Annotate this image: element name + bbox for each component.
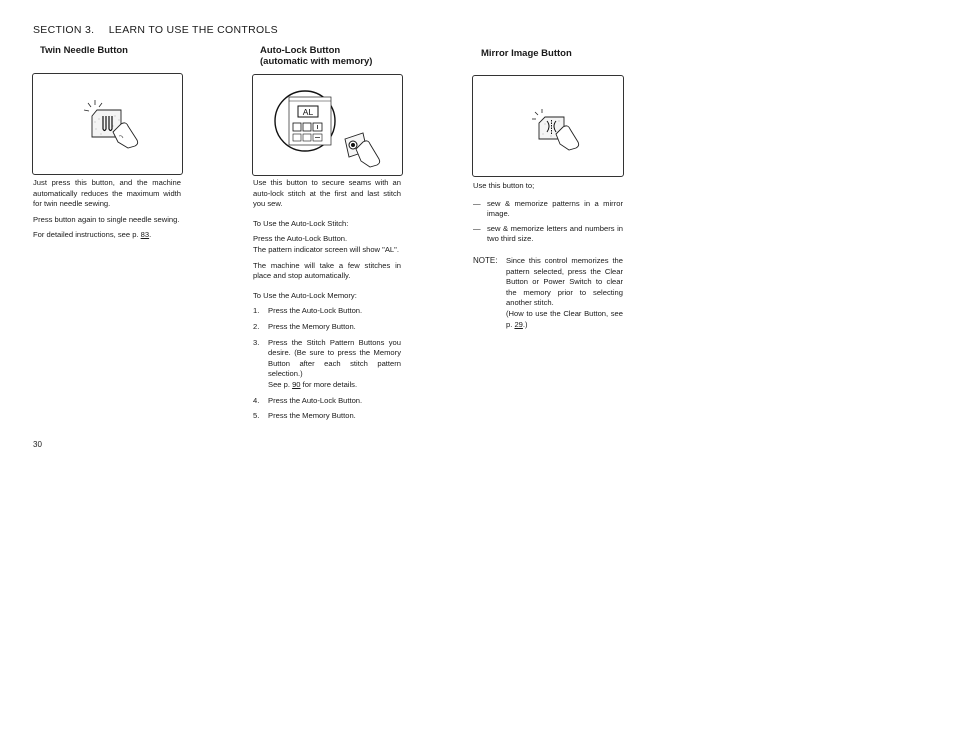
- mirror-image-illustration: [472, 75, 624, 177]
- note-content: [506, 256, 623, 330]
- mirror-image-button-icon: [473, 76, 623, 176]
- step-text: Press the Auto-Lock Button.: [268, 306, 363, 316]
- page-reference-90: 90: [292, 379, 301, 389]
- auto-lock-paragraph-3: The machine will take a few stitches in place and stop automatically.: [253, 260, 401, 281]
- page-number: 30: [33, 440, 42, 449]
- auto-lock-paragraph-1: Use this button to secure seams with an auto-lock stitch at the first and last stitch you sew.: [253, 178, 401, 209]
- step-text: Press the Memory Button.: [268, 321, 356, 331]
- twin-needle-paragraph-3: [33, 230, 181, 241]
- mirror-item-text: sew & memorize letters and numbers in two third size.: [487, 223, 623, 244]
- step-3-text: Press the Stitch Pattern Buttons you desire. (Be sure to press the Memory Button after each stitch pattern selection.): [268, 337, 401, 379]
- page-reference-83: 83: [140, 230, 150, 240]
- note-label: NOTE:: [473, 255, 498, 265]
- see-page-label: For detailed instructions, see p.: [33, 230, 141, 240]
- step-number: 5.: [253, 411, 260, 421]
- auto-lock-title: [260, 45, 372, 67]
- note-how-label: (How to use the Clear Button, see p.: [506, 308, 623, 329]
- list-item: [253, 396, 401, 407]
- twin-needle-paragraph-1: Just press this button, and the machine automatically reduces the maximum width for twin needle sewing.: [33, 178, 181, 209]
- mirror-image-text: [473, 181, 623, 330]
- auto-lock-title-line-2: (automatic with memory): [260, 56, 373, 67]
- list-item: [473, 224, 623, 245]
- section-number: SECTION 3.: [33, 24, 95, 36]
- note-text: Since this control memorizes the pattern selected, press the Clear Button or Power Switch to clear the memory prior to selecting another stitch.: [506, 255, 623, 308]
- auto-lock-paragraph-2b: The pattern indicator screen will show "AL".: [253, 244, 399, 254]
- mirror-image-intro: Use this button to;: [473, 181, 535, 190]
- page-reference-29: 29: [514, 319, 523, 329]
- auto-lock-button-icon: [253, 75, 402, 175]
- step-number: 1.: [253, 306, 260, 316]
- auto-lock-title-line-1: Auto-Lock Button: [260, 45, 341, 56]
- twin-needle-title: Twin Needle Button: [40, 45, 128, 56]
- list-item: [473, 199, 623, 220]
- al-screen-label: AL: [302, 107, 314, 117]
- step-text: [268, 338, 401, 391]
- period: .: [149, 230, 152, 240]
- list-item: [253, 411, 401, 422]
- note-block: [473, 256, 623, 330]
- twin-needle-text: [33, 178, 181, 246]
- auto-lock-text: [253, 178, 401, 427]
- step-text: Press the Memory Button.: [268, 411, 356, 421]
- auto-lock-illustration: [252, 74, 403, 176]
- step-number: 3.: [253, 337, 260, 347]
- step-text: Press the Auto-Lock Button.: [268, 395, 363, 405]
- twin-needle-paragraph-2: Press button again to single needle sewing.: [33, 214, 180, 224]
- list-item: [253, 322, 401, 333]
- note-how-close: .): [522, 319, 528, 329]
- more-details-label: for more details.: [300, 379, 358, 389]
- step-number: 2.: [253, 321, 260, 331]
- mirror-item-text: sew & memorize patterns in a mirror image.: [487, 198, 623, 219]
- auto-lock-memory-subheading: To Use the Auto-Lock Memory:: [253, 290, 357, 300]
- see-page-label: See p.: [268, 379, 293, 389]
- section-title: LEARN TO USE THE CONTROLS: [108, 24, 278, 36]
- mirror-image-title: Mirror Image Button: [481, 48, 572, 59]
- step-number: 4.: [253, 395, 260, 405]
- list-item: [253, 338, 401, 391]
- dash-bullet: —: [473, 223, 481, 233]
- section-header: [33, 24, 278, 36]
- twin-needle-button-icon: [33, 74, 182, 174]
- twin-needle-illustration: [32, 73, 183, 175]
- dash-bullet: —: [473, 198, 481, 208]
- auto-lock-stitch-subheading: To Use the Auto-Lock Stitch:: [253, 218, 349, 228]
- list-item: [253, 306, 401, 317]
- auto-lock-paragraph-2a: Press the Auto-Lock Button.: [253, 234, 348, 244]
